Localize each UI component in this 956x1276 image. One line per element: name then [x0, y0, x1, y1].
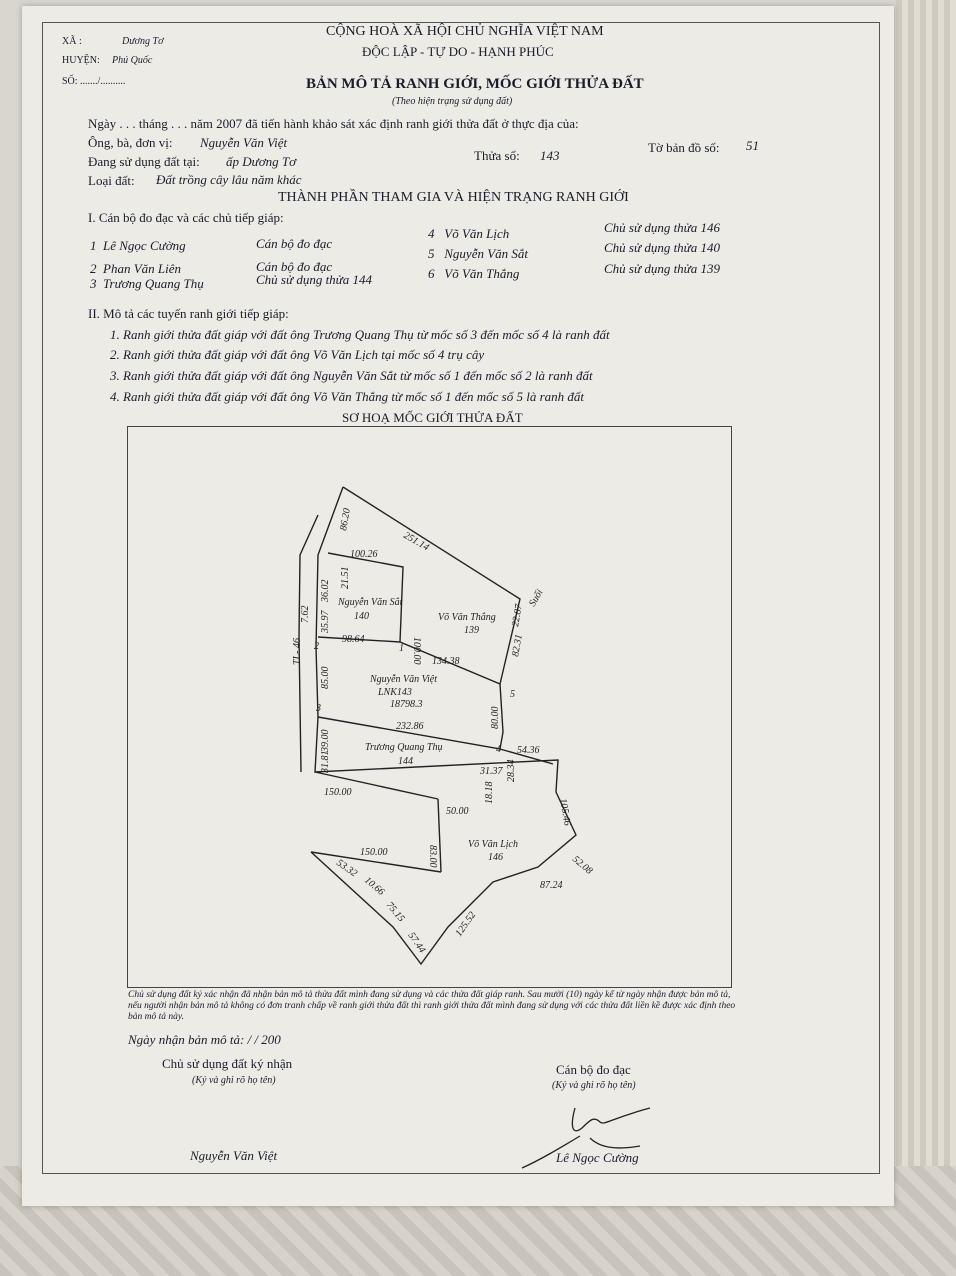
dim-33: 57.44 — [405, 930, 428, 956]
dim-31: 75.15 — [383, 899, 407, 925]
dim-27: 52.08 — [570, 853, 595, 877]
parcel-sketch — [128, 427, 731, 987]
marker-2: 2 — [314, 641, 319, 652]
dim-21: 18.18 — [484, 781, 495, 804]
part1-heading: I. Cán bộ đo đạc và các chủ tiếp giáp: — [88, 210, 284, 225]
owner-value: Nguyễn Văn Việt — [200, 135, 288, 150]
document-title: BẢN MÔ TẢ RANH GIỚI, MỐC GIỚI THỬA ĐẤT — [306, 76, 644, 92]
lot-area-143: 18798.3 — [390, 699, 423, 710]
dim-11: 82.31 — [510, 633, 525, 658]
owner-name: Nguyễn Văn Việt — [190, 1148, 278, 1163]
participant-2: 2 Phan Văn Liên — [90, 261, 181, 276]
dim-24: 105.46 — [557, 797, 573, 827]
xa-value: Dương Tơ — [122, 36, 164, 47]
participant-5-role: Chủ sử dụng thửa 140 — [604, 240, 721, 255]
owner-sign-title: Chủ sử dụng đất ký nhận — [162, 1056, 293, 1071]
surveyor-sign-title: Cán bộ đo đạc — [556, 1062, 631, 1077]
dim-18: 54.36 — [517, 745, 540, 756]
boundary-3: 3. Ranh giới thửa đất giáp với đất ông Nguyễn Văn Sắt từ mốc số 1 đến mốc số 2 là ranh đất — [110, 368, 593, 383]
location-value: ấp Dương Tơ — [226, 154, 297, 169]
huyen-value: Phú Quốc — [112, 55, 153, 66]
lot-number-146: 146 — [488, 852, 503, 863]
document-subtitle: (Theo hiện trạng sử dụng đất) — [392, 96, 513, 107]
participant-3: 3 Trương Quang Thụ — [90, 276, 204, 291]
owner-sign-sub: (Ký và ghi rõ họ tên) — [192, 1075, 276, 1086]
dim-32: 125.52 — [453, 909, 479, 939]
section-heading: THÀNH PHẦN THAM GIA VÀ HIỆN TRẠNG RANH GIỚI — [278, 190, 629, 205]
dim-30: 10.66 — [362, 874, 387, 898]
dim-22: 150.00 — [324, 787, 352, 798]
marker-4: 4 — [496, 744, 501, 755]
lot-owner-143: Nguyễn Văn Việt — [370, 674, 438, 685]
sketch-box — [127, 426, 732, 988]
dim-15: 80.00 — [490, 706, 501, 729]
dim-9: 98.64 — [342, 634, 365, 645]
footer-note: Chủ sử dụng đất ký xác nhận đã nhận bản mô tả thửa đất mình đang sử dụng và các thửa đất giáp ranh. Sau mười (10) ngày kể từ ngày nhận được bản mô tả, nếu người nhận bản mô tả không có đơn tranh chấp về ranh giới thửa đất thì ranh giới thửa đất mình đang sử dụng với các thửa đất liền kề được xác định theo bản mô tả này. — [128, 990, 736, 1022]
received-date: Ngày nhận bản mô tả: / / 200 — [128, 1032, 281, 1047]
dim-16: 39.00 — [320, 729, 331, 752]
dim-1: 86.20 — [338, 507, 353, 532]
dim-28: 87.24 — [540, 880, 563, 891]
road-label: TL- 46 — [292, 638, 303, 665]
dim-29: 53.32 — [334, 857, 360, 880]
lot-number-144: 144 — [398, 756, 413, 767]
surveyor-sign-sub: (Ký và ghi rõ họ tên) — [552, 1080, 636, 1091]
participant-1-role: Cán bộ đo đạc — [256, 236, 333, 251]
marker-3: 3 — [316, 703, 321, 714]
dim-19: 28.34 — [506, 759, 517, 782]
stream-label: Suối — [527, 587, 546, 609]
participant-2-role: Cán bộ đo đạc — [256, 259, 333, 274]
owner-label: Ông, bà, đơn vị: — [88, 135, 173, 150]
parcel-value: 143 — [540, 148, 560, 163]
map-value: 51 — [746, 138, 759, 153]
xa-label: XÃ : — [62, 36, 82, 47]
so-label: SỐ: ......./.......... — [62, 76, 126, 87]
lot-owner-139: Võ Văn Thắng — [438, 612, 496, 623]
landtype-label: Loại đất: — [88, 173, 135, 188]
boundary-4: 4. Ranh giới thửa đất giáp với đất ông Võ Văn Thắng từ mốc số 1 đến mốc số 5 là ranh đất — [110, 389, 585, 404]
surveyor-name: Lê Ngọc Cường — [556, 1150, 639, 1165]
lot-owner-144: Trương Quang Thụ — [365, 742, 443, 753]
background-pattern — [896, 0, 956, 1276]
dim-10: 22.87 — [510, 603, 525, 628]
participant-6: 6 Võ Văn Thắng — [428, 266, 520, 281]
dim-14: 232.86 — [396, 721, 424, 732]
date-line: Ngày . . . tháng . . . năm 2007 đã tiến hành khảo sát xác định ranh giới thửa đất ở thực địa của: — [88, 116, 579, 131]
dim-23: 50.00 — [446, 806, 469, 817]
dim-26: 150.00 — [360, 847, 388, 858]
lot-number-139: 139 — [464, 625, 479, 636]
participant-6-role: Chủ sử dụng thửa 139 — [604, 261, 721, 276]
participant-4: 4 Võ Văn Lịch — [428, 226, 510, 241]
motto: ĐỘC LẬP - TỰ DO - HẠNH PHÚC — [362, 44, 554, 59]
part2-heading: II. Mô tả các tuyến ranh giới tiếp giáp: — [88, 306, 289, 321]
marker-5: 5 — [510, 689, 515, 700]
dim-2: 251.14 — [401, 530, 431, 554]
lot-number-140: 140 — [354, 611, 369, 622]
lot-owner-140: Nguyễn Văn Sắt — [338, 597, 403, 608]
parcel-label: Thửa số: — [474, 148, 520, 163]
dim-3: 100.26 — [350, 549, 378, 560]
dim-25: 83.00 — [427, 845, 438, 868]
dim-7: 7.62 — [300, 605, 311, 623]
participant-5: 5 Nguyễn Văn Sắt — [428, 246, 529, 261]
boundary-2: 2. Ranh giới thửa đất giáp với đất ông Võ Văn Lịch tại mốc số 4 trụ cây — [110, 347, 485, 362]
lot-number-143: LNK143 — [378, 687, 412, 698]
boundary-1: 1. Ranh giới thửa đất giáp với đất ông Trương Quang Thụ từ mốc số 3 đến mốc số 4 là ranh đất — [110, 327, 610, 342]
huyen-label: HUYỆN: — [62, 55, 100, 66]
north-boundary — [343, 487, 520, 684]
nation-title: CỘNG HOÀ XÃ HỘI CHỦ NGHĨA VIỆT NAM — [326, 24, 604, 39]
dim-5: 36.02 — [320, 579, 331, 602]
location-label: Đang sử dụng đất tại: — [88, 154, 200, 169]
dim-13: 85.00 — [320, 666, 331, 689]
participant-1: 1 Lê Ngọc Cường — [90, 238, 186, 253]
dim-6: 35.97 — [320, 610, 331, 633]
participant-3-role: Chủ sử dụng thửa 144 — [256, 272, 373, 287]
sketch-title: SƠ HOẠ MỐC GIỚI THỬA ĐẤT — [342, 410, 523, 425]
marker-1: 1 — [399, 643, 404, 654]
dim-12: 134.38 — [432, 656, 460, 667]
dim-17: 31.81 — [320, 750, 331, 773]
participant-4-role: Chủ sử dụng thửa 146 — [604, 220, 721, 235]
dim-20: 31.37 — [480, 766, 503, 777]
dim-8: 100.00 — [411, 637, 422, 665]
landtype-value: Đất trồng cây lâu năm khác — [156, 172, 302, 187]
lot-owner-146: Võ Văn Lịch — [468, 839, 518, 850]
map-label: Tờ bản đồ số: — [648, 140, 720, 155]
dim-4: 21.51 — [340, 566, 351, 589]
